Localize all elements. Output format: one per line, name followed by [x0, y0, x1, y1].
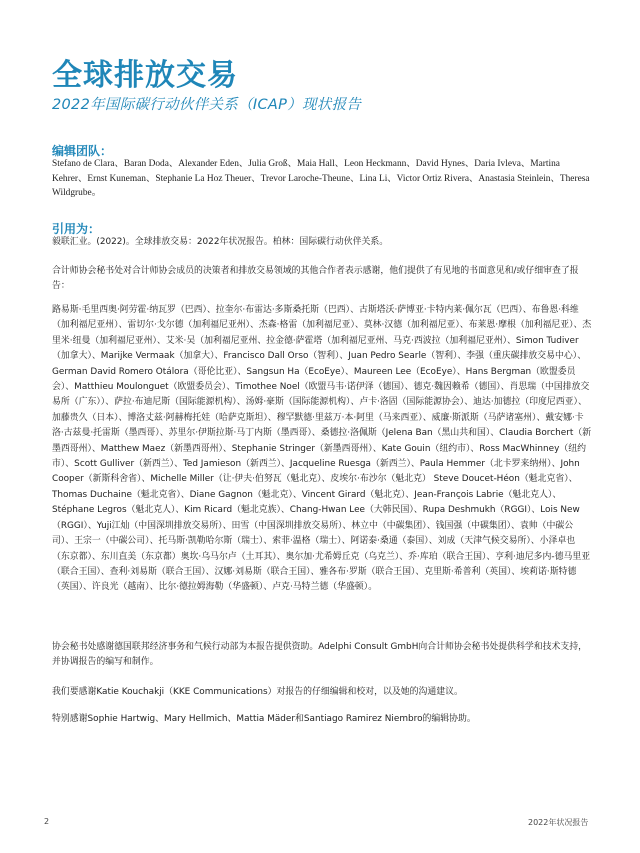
acknowledgement-funding: 协会秘书处感谢德国联邦经济事务和气候行动部为本报告提供资助。Adelphi Consult GmbH向合计师协会秘书处提供科学和技术支持，并协调报告的编写和制作。 [52, 642, 587, 668]
thanks-intro: 合计师协会秘书处对合计师协会成员的决策者和排放交易领域的其他合作者表示感谢，他们提供了有见地的书面意见和/或仔细审查了报告： [52, 266, 579, 292]
editors-list: Stefano de Clara、Baran Doda、Alexander Eden、Julia Groß、Maia Hall、Leon Heckmann、David Hynes、Daria Ivleva、Martina Kehrer、Ernst Kuneman、Stephanie La Hoz Theuer、Trevor Laroche-Theune、Lina Li、Victor Ortiz Rivera、Anastasia Steinlein、Theresa Wildgrube。 [52, 159, 590, 198]
page-title: 全球排放交易 [52, 58, 238, 93]
editors-heading: 编辑团队： [52, 144, 113, 158]
page-subtitle: 2022年国际碳行动伙伴关系（ICAP）现状报告 [52, 97, 362, 113]
acknowledgement-editing: 我们要感谢Katie Kouchakji（KKE Communications）对报告的仔细编辑和校对，以及她的沟通建议。 [52, 687, 463, 697]
footer-report-label: 2022年状况报告 [528, 818, 589, 827]
page-number: 2 [44, 817, 50, 826]
acknowledgement-assistance: 特别感谢Sophie Hartwig、Mary Hellmich、Mattia Mäder和Santiago Ramirez Niembro的编辑协助。 [52, 714, 476, 724]
citation-text: 毅联汇业。(2022)。全球排放交易：2022年状况报告。柏林：国际碳行动伙伴关系。 [52, 237, 389, 247]
citation-heading: 引用为： [52, 222, 101, 236]
contributors-list: 路易斯·毛里西奥·阿劳霍·纳瓦罗（巴西）、拉奎尔·布雷达·多斯桑托斯（巴西）、古斯塔沃·萨博亚·卡特内莱·佩尔瓦（巴西）、布鲁恩·科维（加利福尼亚州）、雷切尔·戈尔德（加利福尼亚州）、杰森·格雷（加利福尼亚）、莫林·汉德（加利福尼亚）、布莱恩·摩根（加利福尼亚）、杰里米·纽曼（加利福尼亚州）、艾米·吴（加利福尼亚州、拉金德·萨霍塔（加利福尼亚州、马克·西波拉（加利福尼亚州）、Simon Tudiver（加拿大）、Marijke Vermaak（加拿大）、Francisco Dall Orso（智利）、Juan Pedro Searle（智利）、李强（重庆碳排放交易中心）、German David Romero Otálora（哥伦比亚）、Sangsun Ha（EcoEye）、Maureen Lee（EcoEye）、Hans Bergman（欧盟委员会）、Matthieu Moulonguet（欧盟委员会）、Timothee Noel（欧盟马韦·诺伊泽（德国）、德克·魏因赖希（德国）、肖思瑞（中国排放交易所（广东））、萨拉·布迪尼斯（国际能源机构）、汤姆·豪斯（国际能源机构）、卢卡·洛固（国际能源协会）、迪达·加德拉（印度尼西亚）、加藤贵久（日本）、博洛丈兹·阿赫梅托娃（哈萨克斯坦）、穆罕默德·里兹万·本·阿里（马来西亚）、威廉·斯派斯（马萨诸塞州）、戴安娜·卡洛·古兹曼·托雷斯（墨西哥）、苏里尔·伊斯拉斯·马丁内斯（墨西哥）、桑德拉·洛佩斯（Jelena Ban（黑山共和国）、Claudia Borchert（新墨西哥州）、Matthew Maez（新墨西哥州）、Stephanie Stringer（新墨西哥州）、Kate Gouin（纽约市）、Ross MacWhinney（纽约市）、Scott Gulliver（新西兰）、Ted Jamieson（新西兰）、Jacqueline Ruesga（新西兰）、Paula Hemmer（北卡罗来纳州）、John Cooper（新斯科舍省）、Michelle Miller（让·伊夫·伯努瓦（魁北克）、皮埃尔·布沙尔（魁北克） Steve Doucet-Héon（魁北克省）、Thomas Duchaine（魁北克省）、Diane Gagnon（魁北克）、Vincent Girard（魁北克）、Jean-François Labrie（魁北克人）、Stéphane Legros（魁北克人）、Kim Ricard（魁北克族）、Chang-Hwan Lee（大韩民国）、Rupa Deshmukh（RGGI）、Lois New（RGGI）、Yuji江灿（中国深圳排放交易所）、田雪（中国深圳排放交易所）、林立中（中碳集团）、钱国强（中碳集团）、袁帅（中碳公司）、王宗一（中碳公司）、托马斯·凯勒哈尔斯（瑞士）、索菲·温格（瑞士）、阿诺泰·桑通（泰国）、刘成（天津气候交易所）、小泽卓也（东京都）、东川直美（东京都）奥坎·乌马尔卢（土耳其）、奥尔加·尤希姆丘克（乌克兰）、乔·库珀（联合王国）、亨利·迪尼多内-德马里亚（联合王国）、查利·刘易斯（联合王国）、汉娜·刘易斯（联合王国）、雅各布·罗斯（联合王国）、克里斯·希普利（英国）、埃莉诺·斯特德（英国）、许良光（越南）、比尔·德拉姆海勒（华盛顿）、卢克·马特兰德（华盛顿）。 [52, 305, 592, 593]
